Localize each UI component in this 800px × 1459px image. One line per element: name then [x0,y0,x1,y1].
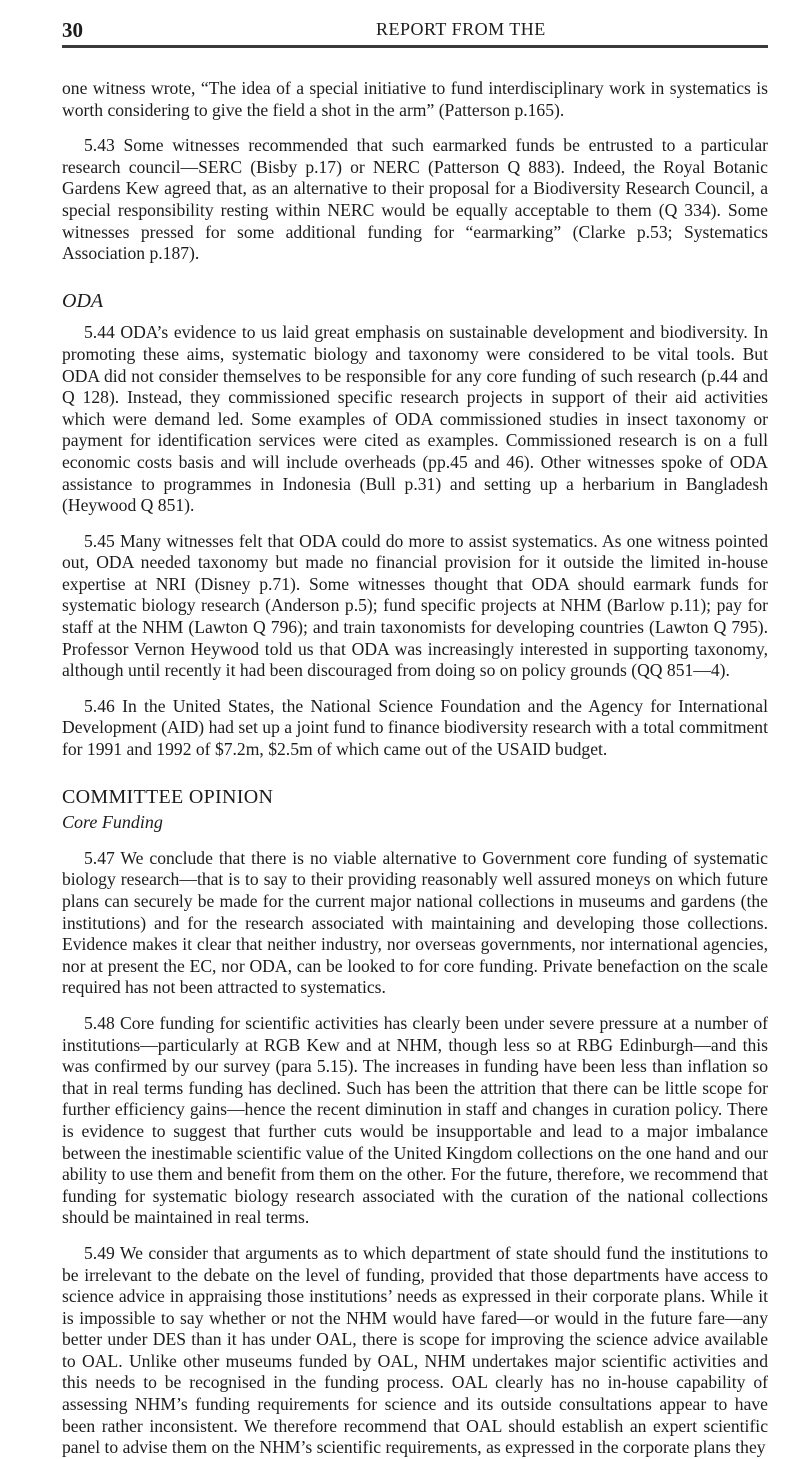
header-rule [62,45,768,48]
body-text [62,78,768,1459]
paragraph-5-46: 5.46 In the United States, the National Science Foundation and the Agency for International Development (AID) had set up a joint fund to finance biodiversity research with a total commitment for 1991 and 1992 of $7.2m, $2.5m of which came out of the USAID budget. [62,695,768,760]
paragraph-5-44: 5.44 ODA’s evidence to us laid great emphasis on sustainable development and biodiversity. In promoting these aims, systematic biology and taxonomy were considered to be vital tools. But ODA did not consider themselves to be responsible for any core funding of such research (p.44 and Q 128). Instead, they commissioned specific research projects in support of their aid activities which were demand led. Some examples of ODA commissioned studies in insect taxonomy or payment for identification services were cited as examples. Commissioned research is on a full economic costs basis and will include overheads (pp.45 and 46). Other witnesses spoke of ODA assistance to programmes in Indonesia (Bull p.31) and setting up a herbarium in Bangladesh (Heywood Q 851). [62,322,768,516]
paragraph-5-45: 5.45 Many witnesses felt that ODA could do more to assist systematics. As one witness pointed out, ODA needed taxonomy but made no financial provision for it outside the limited in-house expertise at NRI (Disney p.71). Some witnesses thought that ODA should earmark funds for systematic biology research (Anderson p.5); fund specific projects at NHM (Barlow p.11); pay for staff at the NHM (Lawton Q 796); and train taxonomists for developing countries (Lawton Q 795). Professor Vernon Heywood told us that ODA was increasingly interested in supporting taxonomy, although until recently it had been discouraged from doing so on policy grounds (QQ 851—4). [62,530,768,681]
section-heading-oda: ODA [62,289,104,312]
paragraph-5-49: 5.49 We consider that arguments as to which department of state should fund the institutions to be irrelevant to the debate on the level of funding, provided that those departments have access to science advice in appraising those institutions’ needs as expressed in their corporate plans. While it is impossible to say whether or not the NHM would have fared—or would in the future fare—any better under DES than it has under OAL, there is scope for improving the science advice available to OAL. Unlike other museums funded by OAL, NHM undertakes major scientific activities and this needs to be recognised in the funding process. OAL clearly has no in-house capability of assessing NHM’s funding requirements for science and its outside consultations appear to have been rather inconsistent. We therefore recommend that OAL should establish an expert scientific panel to advise them on the NHM’s scientific requirements, as expressed in the corporate plans they [62,1242,768,1458]
page-header [62,18,762,46]
subheading-core-funding: Core Funding [62,812,163,833]
paragraph-5-47: 5.47 We conclude that there is no viable alternative to Government core funding of systematic biology research—that is to say to their providing reasonably well assured moneys on which future plans can securely be made for the current major national collections in museums and gardens (the institutions) and for the research associated with maintaining and developing those collections. Evidence makes it clear that neither industry, nor overseas governments, nor international agencies, nor at present the EC, nor ODA, can be looked to for core funding. Private benefaction on the scale required has not been attracted to systematics. [62,847,768,998]
page-number: 30 [62,18,83,42]
paragraph-5-48: 5.48 Core funding for scientific activities has clearly been under severe pressure at a number of institutions—particularly at RGB Kew and at NHM, though less so at RBG Edinburgh—and this was confirmed by our survey (para 5.15). The increases in funding have been less than inflation so that in real terms funding has declined. Such has been the attrition that there can be little scope for further efficiency gains—hence the recent diminution in staff and changes in curation policy. There is evidence to suggest that further cuts would be insupportable and lead to a major imbalance between the inestimable scientific value of the United Kingdom collections on the one hand and our ability to use them and benefit from them on the other. For the future, therefore, we recommend that funding for systematic biology research associated with the curation of the national collections should be maintained in real terms. [62,1012,768,1228]
paragraph-intro: one witness wrote, “The idea of a special initiative to fund interdisciplinary work in systematics is worth considering to give the field a shot in the arm” (Patterson p.165). [62,78,768,120]
section-heading-committee-opinion: COMMITTEE OPINION [62,785,274,808]
running-head: REPORT FROM THE [376,19,546,39]
paragraph-5-43: 5.43 Some witnesses recommended that such earmarked funds be entrusted to a particular research council—SERC (Bisby p.17) or NERC (Patterson Q 883). Indeed, the Royal Botanic Gardens Kew agreed that, as an alternative to their proposal for a Biodiversity Research Council, a special responsibility resting within NERC would be equally acceptable to them (Q 334). Some witnesses pressed for some additional funding for “earmarking” (Clarke p.53; Systematics Association p.187). [62,135,768,264]
